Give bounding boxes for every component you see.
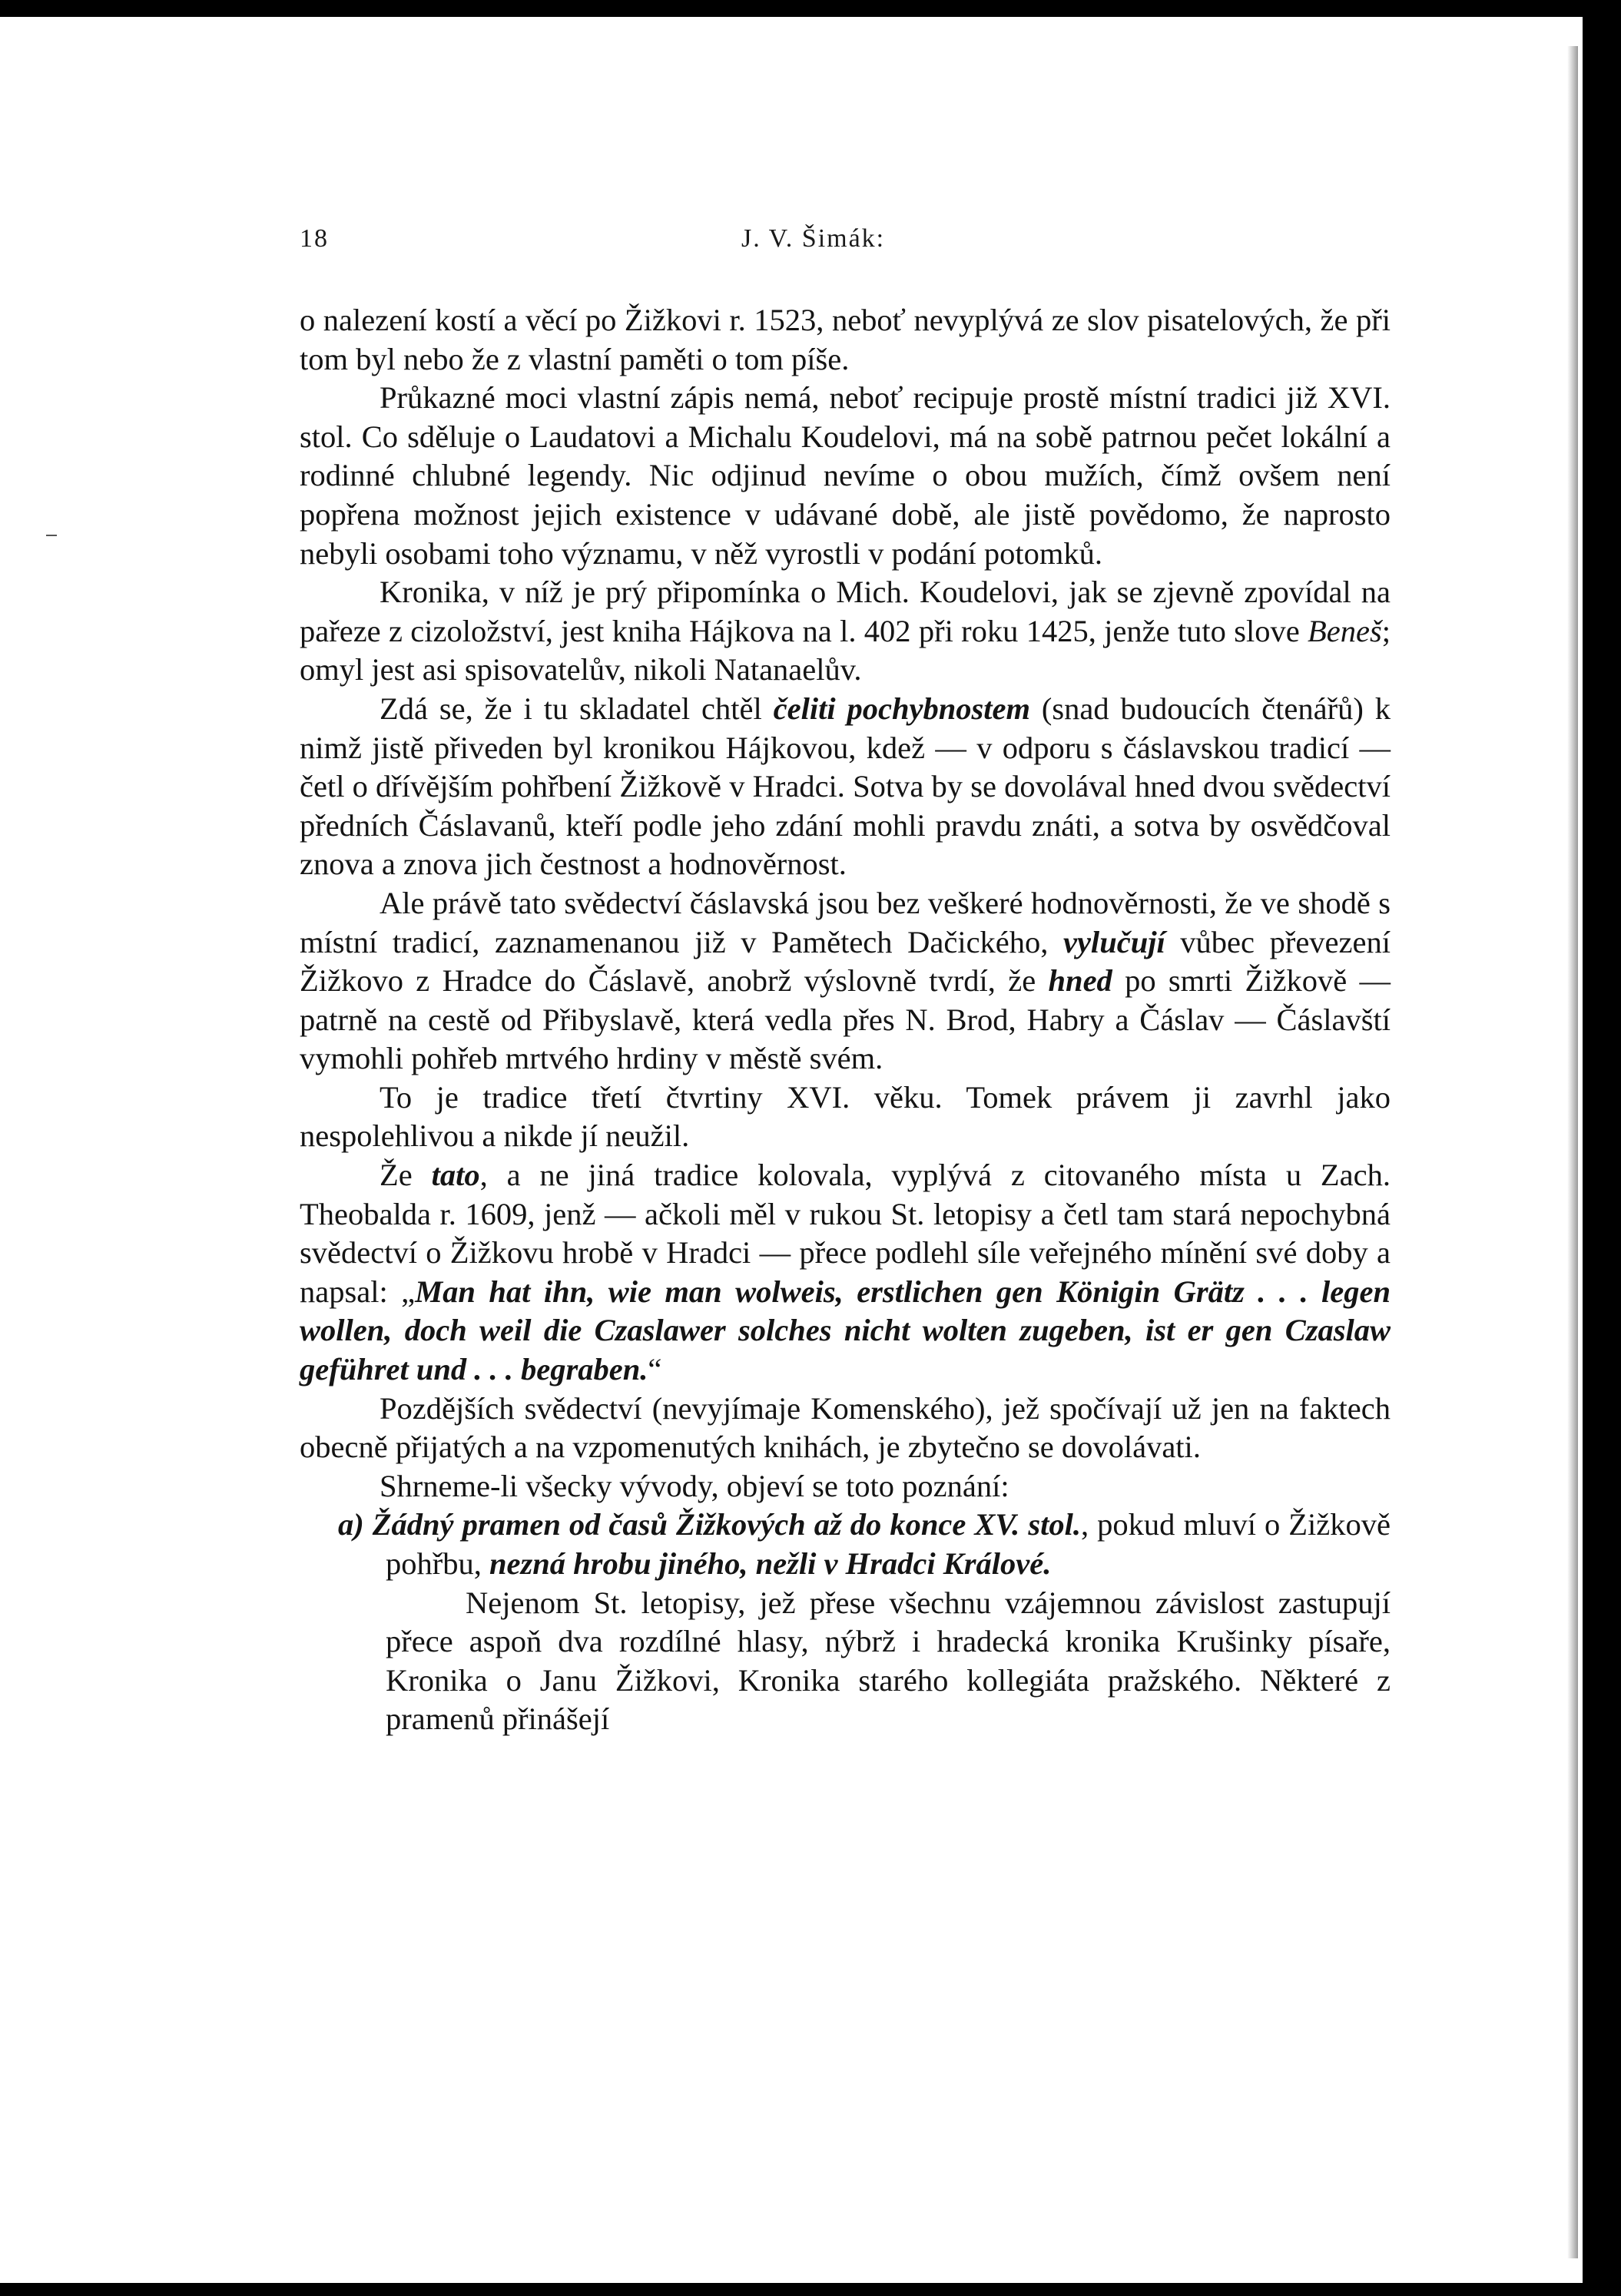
italic-name: Beneš	[1308, 613, 1382, 648]
paragraph-8: Pozdějších svědectví (nevyjímaje Komenského), jež spočívají už jen na faktech obecně přijatých a na vzpomenutých knihách, je zbytečno se dovolávati.	[300, 1390, 1391, 1465]
italic-statement: nezná hrobu jiného, nežli v Hradci Králové.	[489, 1546, 1052, 1581]
paragraph-2: Průkazné moci vlastní zápis nemá, neboť recipuje prostě místní tradici již XVI. stol. Co sděluje o Laudatovi a Michalu Koudelovi, má na sobě patrnou pečet lokální a rodinné chlubné legendy. Nic odjinud nevíme o obou mužích, čímž ovšem není popřena možnost jejich existence v udávané době, ale jistě pověd​omo, že naprosto nebyli osobami toho významu, v něž vyrostli v podání potomků.	[300, 380, 1391, 571]
paragraph-4: Zdá se, že i tu skladatel chtěl čeliti pochybnostem (snad budoucích čtenářů) k nimž jistě přiveden byl kronikou Hájkovou, kdež — v odporu s čáslavskou tradicí — četl o dřívějším pohřbení Žižkově v Hradci. Sotva by se dovolával hned dvou svědectví předních Čáslavanů, kteří podle jeho zdání mohli pravdu znáti, a sotva by osvědčoval znova a znova jich čestnost a hodnověrnost.	[300, 691, 1391, 882]
page-number: 18	[300, 224, 329, 253]
italic-statement: Žádný pramen od časů Žižkových až do konce XV. stol.	[372, 1507, 1081, 1542]
body-text	[300, 301, 1391, 1739]
list-item-a: a) Žádný pramen od časů Žižkových až do konce XV. stol., pokud mluví o Žižkově pohřbu, nezná hrobu jiného, nežli v Hradci Králové.	[338, 1507, 1391, 1581]
paragraph-3: Kronika, v níž je prý připomínka o Mich. Koudelovi, jak se zjevně zpovídal na pařeze z cizoložství, jest kniha Hájkova na l. 402 při roku 1425, jenže tuto slove Beneš; omyl jest asi spisovatelův, nikoli Natanaelův.	[300, 575, 1391, 687]
italic-word: hned	[1048, 963, 1112, 999]
paragraph-5: Ale právě tato svědectví čáslavská jsou bez veškeré hodnověrnosti, že ve shodě s místní tradicí, zaznamenanou již v Pamětech Dačického, vylučují vůbec převezení Žižkovo z Hradce do Čáslavě, anobrž výslovně tvrdí, že hned po smrti Žižkově — patrně na cestě od Přibyslavě, která vedla přes N. Brod, Habry a Čáslav — Čáslavští vymohli pohřeb mrtvého hrdiny v městě svém.	[300, 885, 1391, 1076]
paragraph-7: Že tato, a ne jiná tradice kolovala, vyplývá z citovaného místa u Zach. Theobalda r. 1609, jenž — ačkoli měl v rukou St. letopisy a četl tam stará nepochybná svědectví o Žižkovu hrobě v Hradci — přece podlehl síle veřejného mínění své doby a napsal: „Man hat ihn, wie man wolweis, erstlichen gen Königin Grätz . . . legen wollen, doch weil die Czaslawer solches nicht wolten zugeben, ist er gen Czaslaw geführet und . . . begraben.“	[300, 1158, 1391, 1387]
running-title: J. V. Šimák:	[741, 224, 886, 253]
book-spine-shadow	[1567, 46, 1578, 2258]
list-label: a)	[338, 1507, 364, 1542]
paragraph-6: To je tradice třetí čtvrtiny XVI. věku. Tomek právem ji zavrhl jako nespolehlivou a nikde jí neužil.	[300, 1079, 1391, 1154]
paragraph-10: Nejenom St. letopisy, jež přese všechnu vzájemnou závislost zastupují přece aspoň dva rozdílné hlasy, nýbrž i hradecká kronika Krušinky písaře, Kronika o Janu Žižkovi, Kronika starého kollegiáta pražského. Některé z pramenů přinášejí	[386, 1585, 1391, 1737]
italic-word: tato	[431, 1158, 480, 1193]
italic-phrase: čeliti pochybnostem	[773, 691, 1030, 726]
german-quote: Man hat ihn, wie man wolweis, erstlichen gen Königin Grätz . . . legen wollen, doch weil die Czaslawer solches nicht wolten zugeben, ist er gen Czaslaw geführet und . . . begraben.	[300, 1274, 1391, 1387]
paragraph-9: Shrneme-li všecky vývody, objeví se toto poznání:	[380, 1468, 1009, 1503]
running-header	[300, 224, 1391, 270]
margin-dash-mark	[46, 535, 57, 536]
paragraph-1: o nalezení kostí a věcí po Žižkovi r. 1523, neboť nevyplývá ze slov pisatelových, že při tom byl nebo že z vlastní paměti o tom píše.	[300, 303, 1391, 376]
italic-word: vylučují	[1062, 924, 1165, 959]
